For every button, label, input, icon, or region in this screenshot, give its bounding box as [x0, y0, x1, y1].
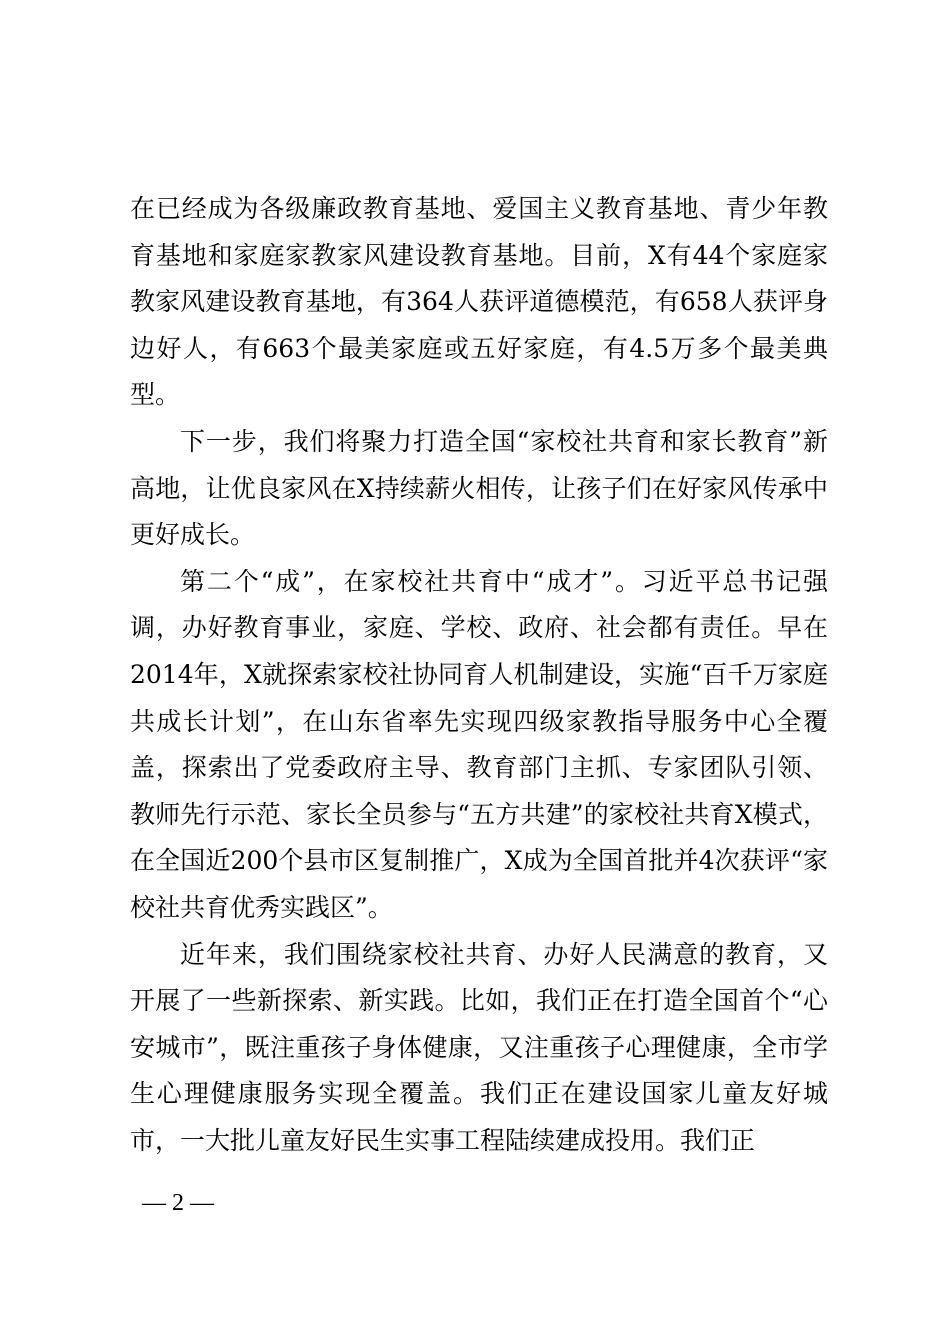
paragraph-4: 近年来，我们围绕家校社共育、办好人民满意的教育，又开展了一些新探索、新实践。比如，我们正在打造全国首个“心安城市”，既注重孩子身体健康，又注重孩子心理健康，全市学生心理健康服务实现全覆盖。我们正在建设国家儿童友好城市，一大批儿童友好民生实事工程陆续建成投用。我们正 [130, 939, 828, 1155]
page-number: — 2 — [142, 1190, 214, 1216]
body-text [130, 186, 828, 1164]
paragraph-3: 第二个“成”，在家校社共育中“成才”。习近平总书记强调，办好教育事业，家庭、学校、政府、社会都有责任。早在2014年，X就探索家校社协同育人机制建设，实施“百千万家庭共成长计划”，在山东省率先实现四级家教指导服务中心全覆盖，探索出了党委政府主导、教育部门主抓、专家团队引领、教师先行示范、家长全员参与“五方共建”的家校社共育X模式，在全国近200个县市区复制推广，X成为全国首批并4次获评“家校社共育优秀实践区”。 [130, 566, 828, 922]
paragraph-2: 下一步，我们将聚力打造全国“家校社共育和家长教育”新高地，让优良家风在X持续薪火相传，让孩子们在好家风传承中更好成长。 [130, 426, 828, 550]
paragraph-1: 在已经成为各级廉政教育基地、爱国主义教育基地、青少年教育基地和家庭家教家风建设教育基地。目前，X有44个家庭家教家风建设教育基地，有364人获评道德模范，有658人获评身边好人，有663个最美家庭或五好家庭，有4.5万多个最美典型。 [130, 194, 828, 410]
